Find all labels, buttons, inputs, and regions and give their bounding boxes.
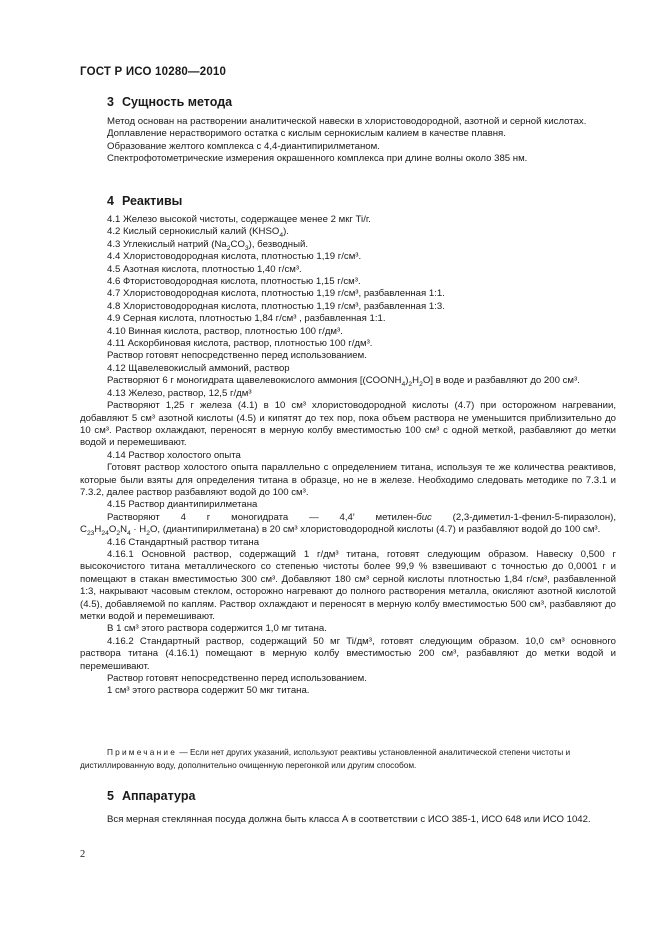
list-item: 4.4 Хлористоводородная кислота, плотностью 1,19 г/см³.	[107, 251, 362, 263]
list-item: 4.15 Раствор диантипирилметана	[107, 499, 258, 511]
paragraph: Метод основан на растворении аналитической навески в хлористоводородной, азотной и серной кислотах.	[107, 116, 587, 127]
list-item: 4.10 Винная кислота, раствор, плотностью 100 г/дм³.	[107, 325, 343, 337]
paragraph: 4.16.2 Стандартный раствор, содержащий 50 мг Ti/дм³, готовят следующим образом. 10,0 см³ основного раствора титана (4.16.1) помещают в мерную колбу вместимостью 200 см³, разбавляют до метки водой и перемешивают.	[80, 635, 616, 672]
section-title: Реактивы	[121, 194, 183, 208]
section-4-heading	[107, 194, 182, 208]
paragraph: Доплавление нерастворимого остатка с кислым сернокислым калием в качестве плавня.	[107, 128, 506, 140]
paragraph: Раствор готовят непосредственно перед использованием.	[107, 350, 367, 362]
section-title: Аппаратура	[121, 789, 196, 803]
list-item: 4.16 Стандартный раствор титана	[107, 536, 260, 548]
paragraph: Спектрофотометрические измерения окрашенного комплекса при длине волны около 385 нм.	[107, 153, 528, 165]
running-header: ГОСТ Р ИСО 10280—2010	[80, 66, 227, 78]
section-5-heading	[107, 789, 195, 803]
section-3-heading	[107, 95, 232, 109]
paragraph: 4.16.1 Основной раствор, содержащий 1 г/дм³ титана, готовят следующим образом. Навеску 0,500 г высокочистого титана металлического со степенью чистоты более 99,9 % взвешивают с точностью до 0,0001 г и помещают в стакан вместимостью 300 см³. Добавляют 180 см³ серной кислоты плотностью 1,84 г/см³, разбавленной 1:3, накрывают часовым стеклом, осторожно нагревают до полного растворения металла, окисляют азотной кислотой (4.5), добавляемой по каплям. Раствор охлаждают и переносят в мерную колбу вместимостью 500 см³, разбавляют до метки водой и перемешивают.	[80, 548, 616, 622]
paragraph: Готовят раствор холостого опыта параллельно с определением титана, используя те же количества реактивов, которые были взяты для определения титана в образце, но не в железе. Необходимо следовать методике по 7.3.1 и 7.3.2, далее раствор разбавляют водой до 100 см³.	[80, 462, 616, 498]
paragraph: Растворяют 6 г моногидрата щавелевокислого аммония $[(COONH_4)_2H_2O]$ в воде и разбавляют до 200 см³.	[107, 375, 580, 389]
list-item: 4.3 Углекислый натрий $(Na_2CO_3)$, безводный.	[107, 238, 309, 252]
section-5-body	[80, 814, 616, 826]
list-item: 4.2 Кислый сернокислый калий $(KHSO_4)$.	[107, 226, 289, 240]
section-number: 5	[107, 789, 114, 803]
note-text: — Если нет других указаний, используют реактивы установленной аналитической степени чистоты и дистиллированную воду, дополнительно очищенную перегонкой или другим способом.	[80, 747, 571, 770]
list-item: 4.8 Хлористоводородная кислота, плотностью 1,19 г/см³, разбавленная 1:3.	[107, 300, 445, 312]
list-item: 4.14 Раствор холостого опыта	[107, 449, 241, 461]
list-item: 4.6 Фтористоводородная кислота, плотностью 1,15 г/см³.	[107, 276, 361, 288]
page-number: 2	[80, 849, 86, 860]
paragraph: Растворяют 1,25 г железа (4.1) в 10 см³ хлористоводородной кислоты (4.7) при осторожном нагревании, добавляют 5 см³ азотной кислоты (4.5) и кипятят до тех пор, пока объем раствора не уменьшится приблизительно до 10 см³. Раствор охлаждают, переносят в мерную колбу вместимостью 100 см³ с одной меткой, разбавляют до метки водой и перемешивают.	[80, 400, 616, 449]
section-3-body	[80, 116, 616, 166]
list-item: 4.1 Железо высокой чистоты, содержащее менее 2 мкг Ti/г.	[107, 214, 371, 225]
list-item: 4.13 Железо, раствор, 12,5 г/дм³	[107, 387, 252, 399]
paragraph: Растворяют 4 г моногидрата — 4,4′ метилен-бис (2,3-диметил-1-фенил-5-пиразолон),	[107, 511, 616, 523]
section-number: 4	[107, 194, 114, 208]
paragraph: 1 см³ этого раствора содержит 50 мкг титана.	[107, 685, 310, 697]
list-item: 4.5 Азотная кислота, плотностью 1,40 г/см³.	[107, 263, 302, 275]
note-label: Примечание	[107, 747, 178, 757]
paragraph: Раствор готовят непосредственно перед использованием.	[107, 673, 367, 685]
paragraph: Образование желтого комплекса с 4,4-диантипирилметаном.	[107, 140, 380, 152]
list-item: 4.7 Хлористоводородная кислота, плотностью 1,19 г/см³, разбавленная 1:1.	[107, 288, 445, 300]
section-4-body	[80, 214, 616, 698]
list-item: 4.12 Щавелевокислый аммоний, раствор	[107, 362, 290, 374]
paragraph: Вся мерная стеклянная посуда должна быть класса А в соответствии с ИСО 385-1, ИСО 648 или ИСО 1042.	[107, 814, 591, 825]
paragraph: В 1 см³ этого раствора содержится 1,0 мг титана.	[107, 623, 327, 635]
section-title: Сущность метода	[121, 95, 233, 109]
list-item: 4.9 Серная кислота, плотностью 1,84 г/см³ , разбавленная 1:1.	[107, 313, 386, 325]
list-item: 4.11 Аскорбиновая кислота, раствор, плотностью 100 г/дм³.	[107, 338, 373, 350]
note	[80, 746, 616, 771]
section-number: 3	[107, 95, 114, 109]
paragraph: $C_{23}H_{24}O_2N_4 \cdot H_2O$, (диантипирилметана) в 20 см³ хлористоводородной кислоты (4.7) и разбавляют водой до 100 см³.	[80, 524, 601, 538]
